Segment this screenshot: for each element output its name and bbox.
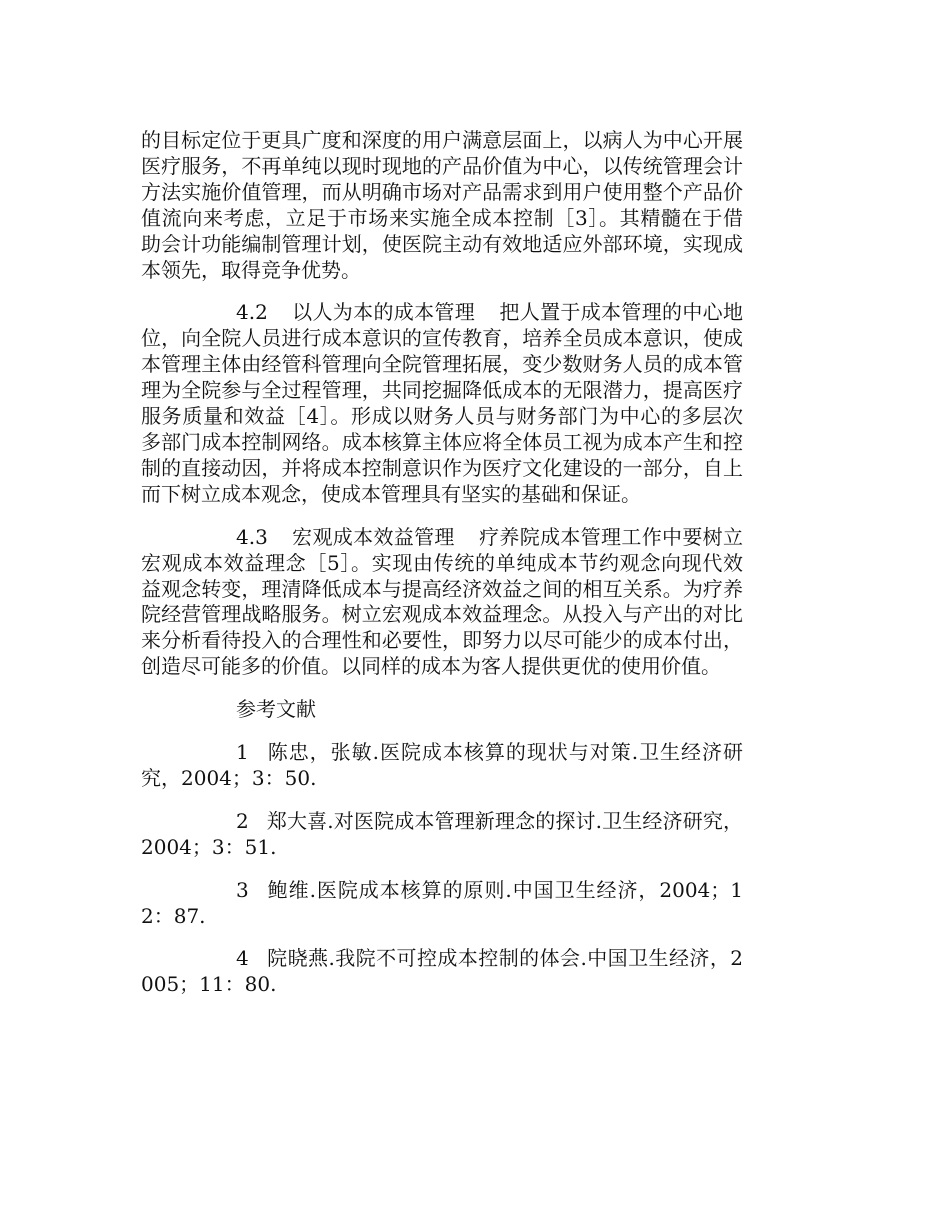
- section-4-2: [141, 300, 743, 507]
- section-body: 疗养院成本管理工作中要树立宏观成本效益理念［5］。实现由传统的单纯成本节约观念向现代效益观念转变，理清降低成本与提高经济效益之间的相互关系。为疗养院经营管理战略服务。树立宏观成本效益理念。从投入与产出的对比来分析看待投入的合理性和必要性，即努力以尽可能少的成本付出，创造尽可能多的价值。以同样的成本为客人提供更优的使用价值。: [141, 524, 744, 679]
- reference-item: [141, 740, 743, 792]
- reference-text: 陈忠，张敏.医院成本核算的现状与对策.卫生经济研究，2004；3：50.: [141, 740, 743, 790]
- reference-text: 郑大喜.对医院成本管理新理念的探讨.卫生经济研究，2004；3：51.: [141, 808, 743, 859]
- document-page: [141, 128, 743, 1015]
- paragraph-intro: 的目标定位于更具广度和深度的用户满意层面上，以病人为中心开展医疗服务，不再单纯以现时现地的产品价值为中心，以传统管理会计方法实施价值管理，而从明确市场对产品需求到用户使用整个产品价值流向来考虑，立足于市场来实施全成本控制［3］。其精髓在于借助会计功能编制管理计划，使医院主动有效地适应外部环境，实现成本领先，取得竞争优势。: [141, 128, 743, 282]
- section-heading: 宏观成本效益管理: [291, 524, 455, 549]
- reference-item: [141, 946, 743, 998]
- section-body: 把人置于成本管理的中心地位，向全院人员进行成本意识的宣传教育，培养全员成本意识，使成本管理主体由经管科管理向全院管理拓展，变少数财务人员的成本管理为全院参与全过程管理，共同挖掘降低成本的无限潜力，提高医疗服务质量和效益［4］。形成以财务人员与财务部门为中心的多层次多部门成本控制网络。成本核算主体应将全体员工视为成本产生和控制的直接动因，并将成本控制意识作为医疗文化建设的一部分，自上而下树立成本观念，使成本管理具有坚实的基础和保证。: [141, 300, 744, 506]
- section-heading: 以人为本的成本管理: [291, 300, 476, 325]
- reference-number: 1: [236, 740, 249, 765]
- section-number: 4.2: [236, 300, 268, 325]
- reference-number: 4: [236, 946, 249, 971]
- reference-text: 鲍维.医院成本核算的原则.中国卫生经济，2004；12：87.: [141, 877, 743, 928]
- reference-item: [141, 809, 743, 861]
- reference-item: [141, 878, 743, 930]
- section-number: 4.3: [236, 524, 268, 549]
- reference-number: 3: [236, 877, 249, 902]
- reference-number: 2: [236, 808, 249, 833]
- section-4-3: [141, 525, 743, 680]
- reference-text: 院晓燕.我院不可控成本控制的体会.中国卫生经济，2005；11：80.: [141, 946, 743, 997]
- references-title: 参考文献: [236, 697, 316, 722]
